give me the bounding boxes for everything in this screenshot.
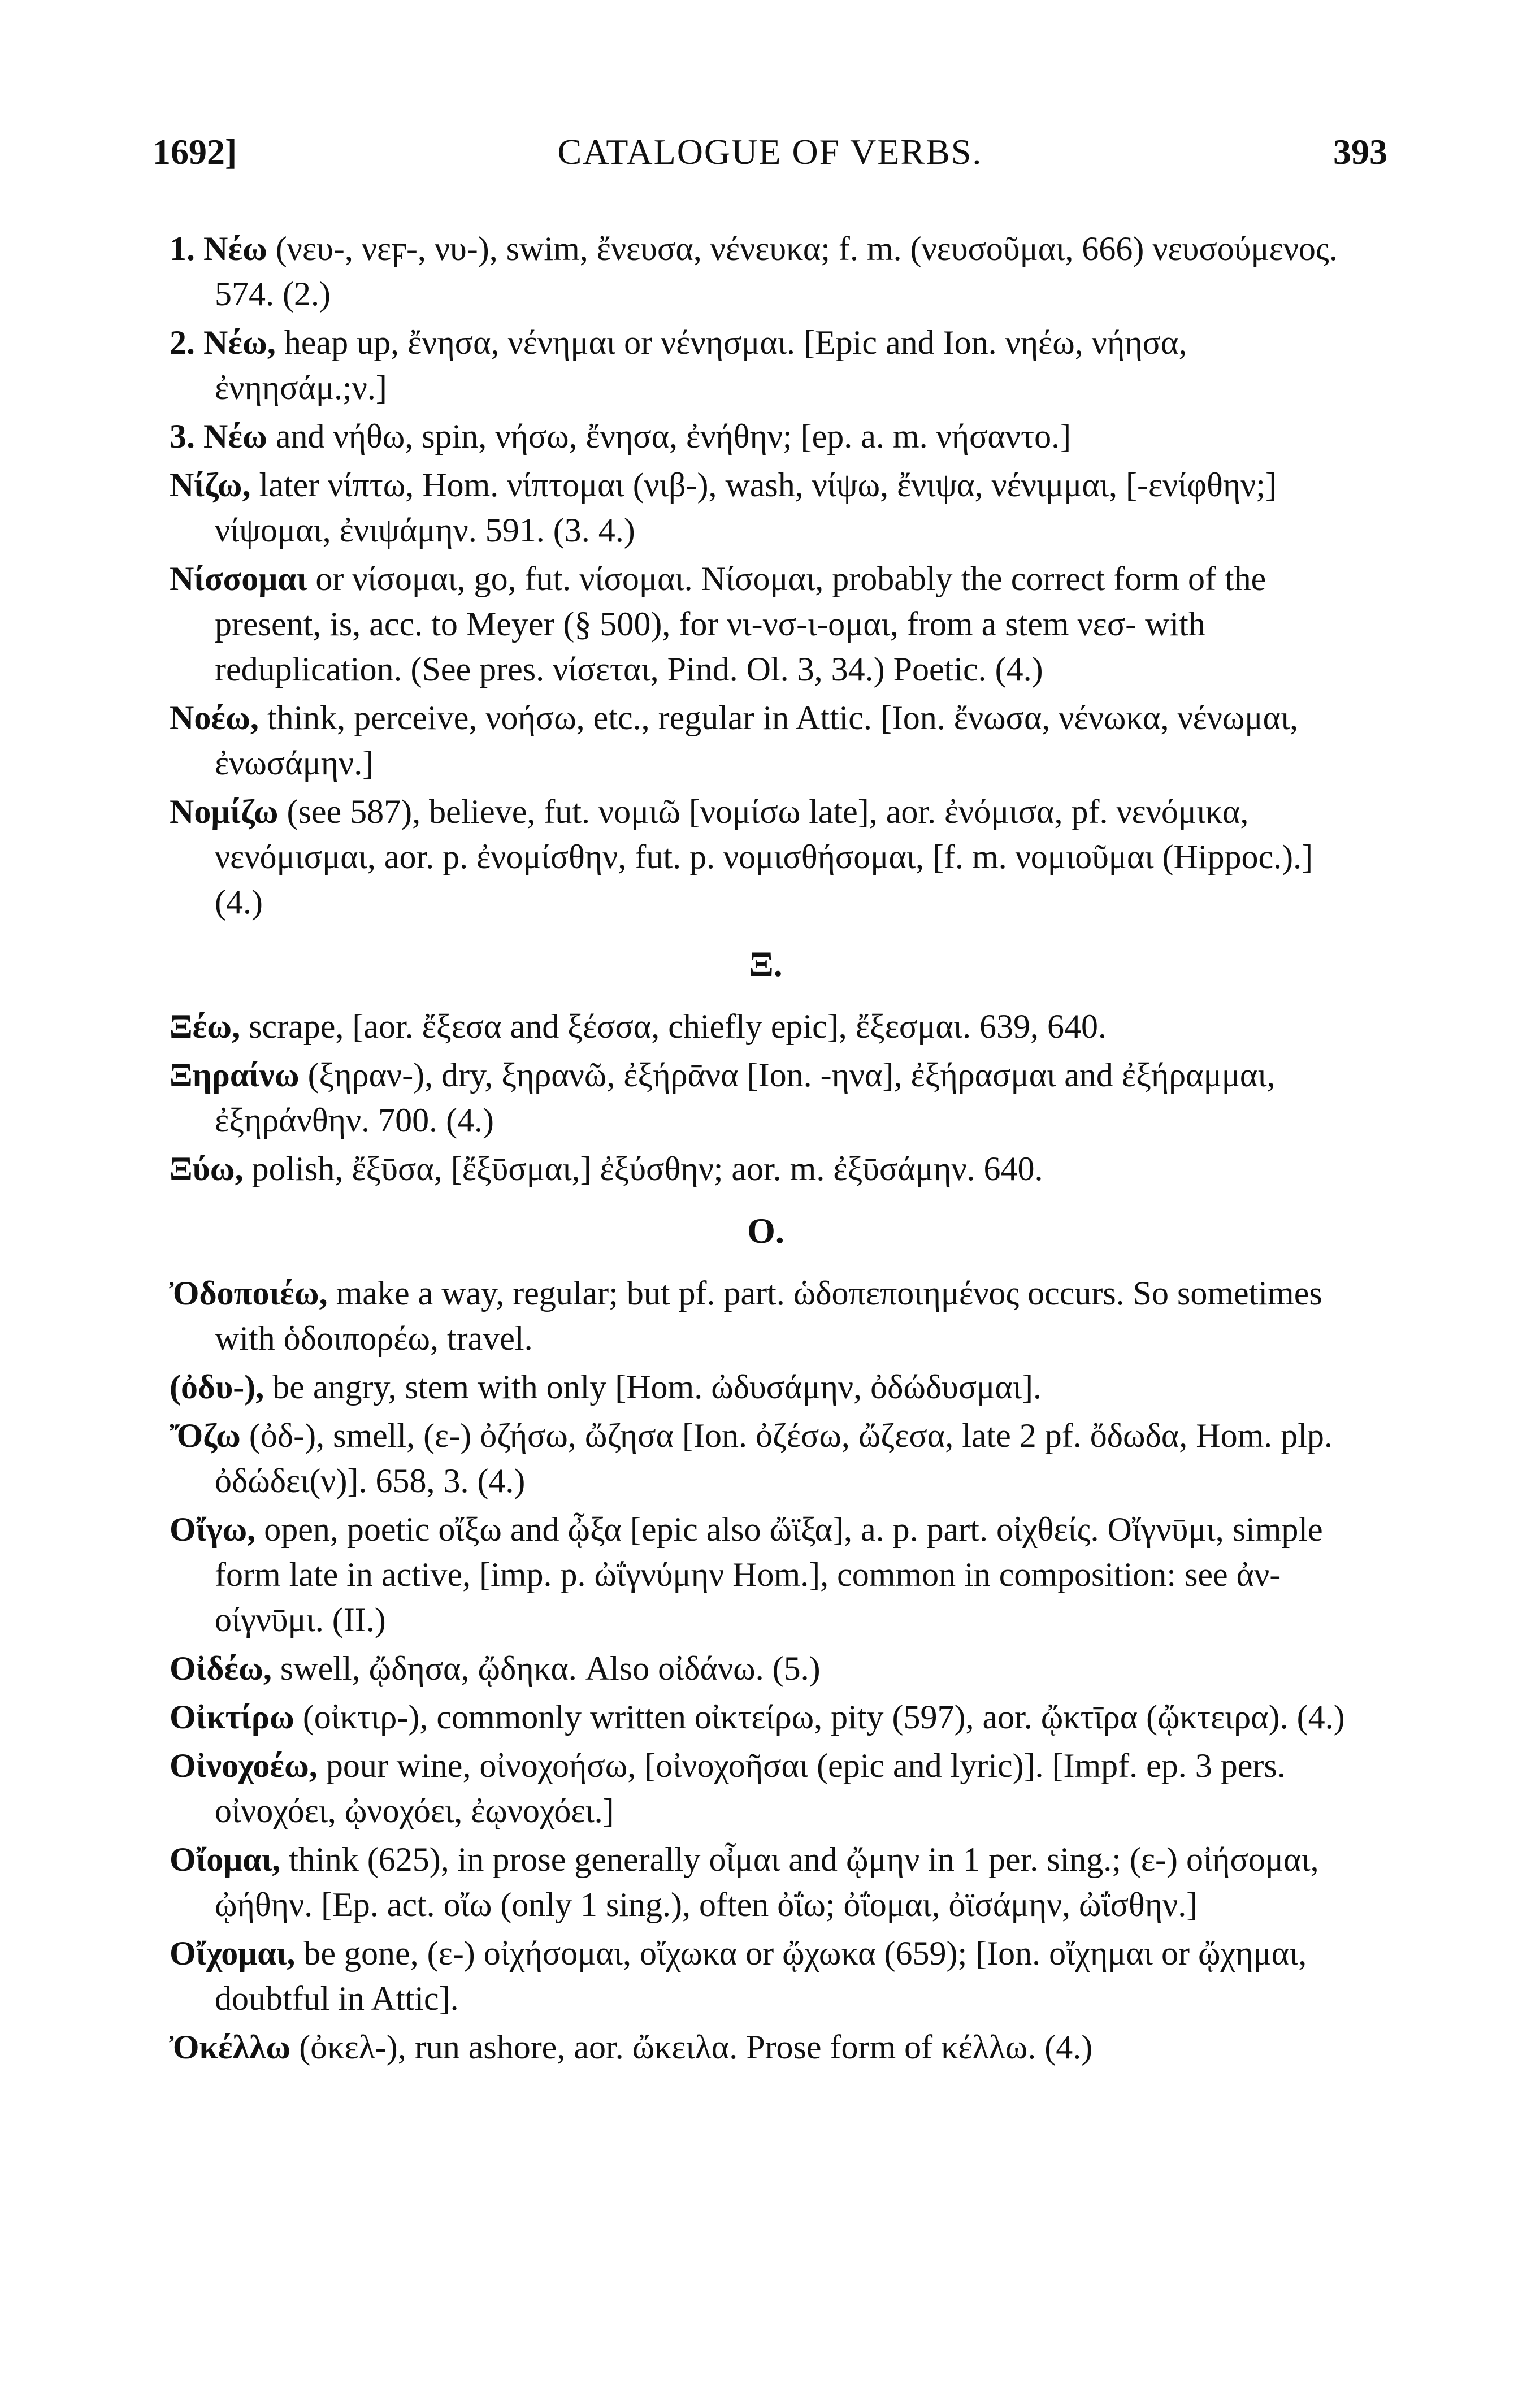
verb-headword: Νοέω, [170, 699, 259, 736]
verb-forms: swell, ᾤδησα, ᾤδηκα. Also οἰδάνω. (5.) [280, 1650, 821, 1687]
verb-entry [170, 1052, 1362, 1143]
verb-forms: (see 587), believe, fut. νομιῶ [νομίσω late], aor. ἐνόμισα, pf. νενόμικα, νενόμισμαι, aor. p. ἐνομίσθην, fut. p. νομισθήσομαι, [f. m. νομιοῦμαι (Hippoc.).] (4.) [215, 793, 1313, 921]
verb-forms: and νήθω, spin, νήσω, ἔνησα, ἐνήθην; [ep. a. m. νήσαντο.] [275, 418, 1072, 455]
verb-headword: Ὄζω [170, 1417, 241, 1454]
section-letter: Ξ. [749, 944, 783, 984]
verb-forms: make a way, regular; but pf. part. ὡδοπεποιημένος occurs. So sometimes with ὁδοιπορέω, travel. [215, 1274, 1322, 1357]
verb-headword: Νομίζω [170, 793, 279, 830]
verb-headword: Ξηραίνω [170, 1056, 300, 1094]
verb-forms: (οἰκτιρ-), commonly written οἰκτείρω, pity (597), aor. ᾤκτῑρα (ᾤκτειρα). (4.) [302, 1698, 1345, 1736]
verb-headword: Ὀδοποιέω, [170, 1274, 328, 1312]
verb-forms: think, perceive, νοήσω, etc., regular in Attic. [Ion. ἔνωσα, νένωκα, νένωμαι, ἐνωσάμην.] [215, 699, 1299, 782]
verb-headword: Ξέω, [170, 1008, 241, 1045]
verb-forms: polish, ἔξῡσα, [ἔξῡσμαι,] ἐξύσθην; aor. m. ἐξῡσάμην. 640. [251, 1150, 1043, 1187]
verb-entry [170, 226, 1362, 316]
verb-headword: (ὀδυ-), [170, 1368, 264, 1406]
verb-headword: Οἰδέω, [170, 1650, 272, 1687]
verb-forms: open, poetic οἴξω and ᾦξα [epic also ὤϊξα], a. p. part. οἰχθείς. Οἴγνῡμι, simple form late in active, [imp. p. ὠΐγνύμην Hom.], common in composition: see ἀν-οίγνῡμι. (II.) [215, 1511, 1323, 1638]
verb-forms: be gone, (ε-) οἰχήσομαι, οἴχωκα or ᾤχωκα (659); [Ion. οἴχημαι or ᾤχημαι, doubtful in Attic]. [215, 1935, 1307, 2017]
verb-entry [170, 1837, 1362, 1927]
verb-entry [170, 1271, 1362, 1361]
verb-entry [170, 320, 1362, 410]
verb-catalogue [170, 226, 1362, 2073]
verb-forms: (ὀκελ-), run ashore, aor. ὤκειλα. Prose form of κέλλω. (4.) [299, 2028, 1093, 2066]
verb-forms: (ξηραν-), dry, ξηρανῶ, ἐξήρᾱνα [Ion. -ηνα], ἐξήρασμαι and ἐξήραμμαι, ἐξηράνθην. 700. (4.) [215, 1056, 1276, 1139]
verb-entry [170, 1743, 1362, 1833]
verb-entry [170, 695, 1362, 786]
verb-entry [170, 462, 1362, 553]
verb-forms: scrape, [aor. ἔξεσα and ξέσσα, chiefly epic], ἔξεσμαι. 639, 640. [249, 1008, 1107, 1045]
verb-forms: heap up, ἔνησα, νένημαι or νένησμαι. [Epic and Ion. νηέω, νήησα, ἐνηησάμ.;ν.] [215, 324, 1187, 406]
verb-forms: (ὀδ-), smell, (ε-) ὀζήσω, ὤζησα [Ion. ὀζέσω, ὤζεσα, late 2 pf. ὄδωδα, Hom. plp. ὀδώδει(ν)]. 658, 3. (4.) [215, 1417, 1333, 1499]
verb-headword: Οἴομαι, [170, 1841, 281, 1878]
verb-entry [170, 2024, 1362, 2070]
verb-forms: or νίσομαι, go, fut. νίσομαι. Νίσομαι, probably the correct form of the present, is, acc. to Meyer (§ 500), for νι-νσ-ι-ομαι, from a stem νεσ- with reduplication. (See pres. νίσεται, Pind. Ol. 3, 34.) Poetic. (4.) [215, 560, 1266, 688]
verb-headword: 1. Νέω [170, 230, 267, 267]
verb-entry [170, 556, 1362, 692]
verb-forms: pour wine, οἰνοχοήσω, [οἰνοχοῆσαι (epic and lyric)]. [Impf. ep. 3 pers. οἰνοχόει, ᾠνοχόει, ἐῳνοχόει.] [215, 1747, 1286, 1829]
running-header [153, 131, 1387, 182]
verb-entry [170, 1413, 1362, 1503]
verb-entry [170, 789, 1362, 925]
verb-entry [170, 1004, 1362, 1049]
verb-headword: 3. Νέω [170, 418, 267, 455]
verb-entry [170, 1646, 1362, 1691]
section-letter: O. [747, 1211, 784, 1251]
verb-forms: (νευ-, νεϝ-, νυ-), swim, ἔνευσα, νένευκα; f. m. (νευσοῦμαι, 666) νευσούμενος. 574. (2.) [215, 230, 1338, 313]
verb-headword: 2. Νέω, [170, 324, 276, 361]
verb-forms: think (625), in prose generally οἶμαι and ᾤμην in 1 per. sing.; (ε-) οἰήσομαι, ᾠήθην. [Ep. act. οἴω (only 1 sing.), often ὀΐω; ὀΐομαι, ὀϊσάμην, ὠΐσθην.] [215, 1841, 1319, 1923]
verb-headword: Οἴγω, [170, 1511, 256, 1548]
verb-entry [170, 414, 1362, 459]
verb-headword: Οἰκτίρω [170, 1698, 294, 1736]
page-number: 393 [1333, 132, 1387, 172]
verb-forms: be angry, stem with only [Hom. ὠδυσάμην, ὀδώδυσμαι]. [272, 1368, 1042, 1406]
verb-entry [170, 1931, 1362, 2021]
verb-headword: Ὀκέλλω [170, 2028, 291, 2066]
section-number: 1692] [153, 132, 237, 172]
verb-forms: later νίπτω, Hom. νίπτομαι (νιβ-), wash, νίψω, ἔνιψα, νένιμμαι, [-ενίφθην;] νίψομαι, ἐνιψάμην. 591. (3. 4.) [215, 466, 1277, 549]
page-title: CATALOGUE OF VERBS. [557, 132, 983, 172]
verb-headword: Οἰνοχοέω, [170, 1747, 318, 1784]
verb-entry [170, 1364, 1362, 1410]
verb-headword: Ξύω, [170, 1150, 244, 1187]
verb-headword: Οἴχομαι, [170, 1935, 296, 1972]
verb-headword: Νίσσομαι [170, 560, 307, 597]
verb-entry [170, 1507, 1362, 1642]
verb-headword: Νίζω, [170, 466, 251, 504]
verb-entry [170, 1146, 1362, 1191]
verb-entry [170, 1694, 1362, 1740]
